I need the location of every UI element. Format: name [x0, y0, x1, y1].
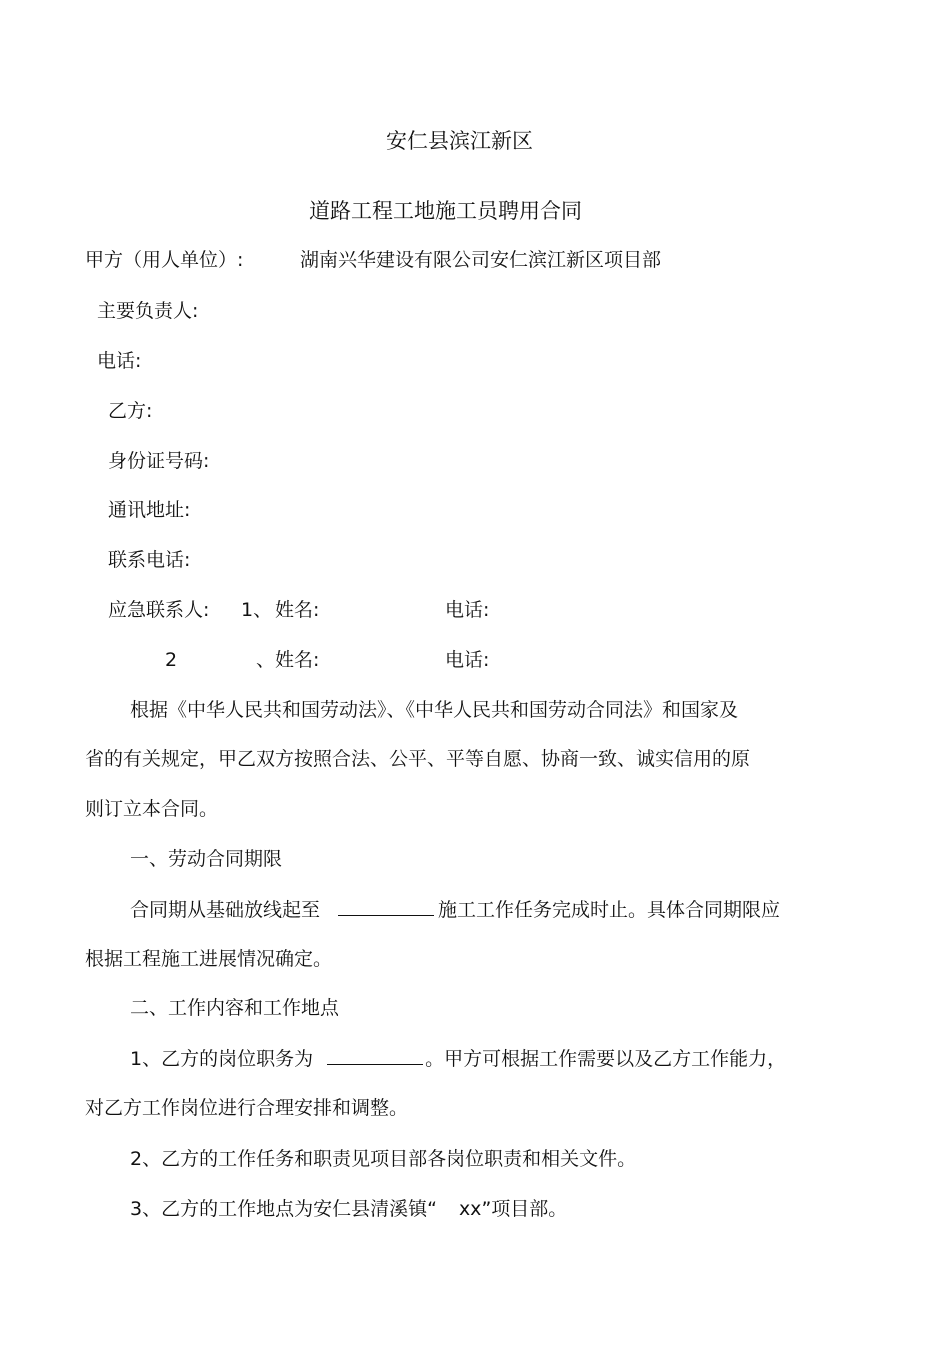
section-2-item-3: 3、乙方的工作地点为安仁县清溪镇“ xx”项目部。: [130, 1198, 568, 1220]
section-2-item-1-line-2: 对乙方工作岗位进行合理安排和调整。: [85, 1097, 409, 1119]
emergency-1-name-label: 姓名:: [275, 599, 320, 621]
party-a-label: 甲方（用人单位）:: [85, 249, 244, 271]
preamble-line-3: 则订立本合同。: [85, 798, 219, 820]
section-1-paragraph-line-1: 合同期从基础放线起至 施工工作任务完成时止。具体合同期限应: [130, 896, 780, 922]
section-2-heading: 二、工作内容和工作地点: [130, 997, 340, 1019]
title-line-2: 道路工程工地施工员聘用合同: [309, 199, 582, 223]
emergency-1-phone-label: 电话:: [445, 599, 490, 621]
party-a-value: 湖南兴华建设有限公司安仁滨江新区项目部: [300, 249, 662, 271]
party-b-id-label: 身份证号码:: [108, 450, 210, 472]
party-a-manager-label: 主要负责人:: [97, 300, 199, 322]
position-blank-underline: [327, 1045, 423, 1065]
party-b-phone-label: 联系电话:: [108, 549, 191, 571]
title-line-1: 安仁县滨江新区: [386, 129, 533, 153]
section-2-item-1-line-1: 1、乙方的岗位职务为 。甲方可根据工作需要以及乙方工作能力，: [130, 1045, 786, 1071]
party-a-phone-label: 电话:: [97, 350, 142, 372]
emergency-1-index: 1、: [241, 599, 273, 621]
emergency-2-sep: 、: [256, 649, 276, 671]
section-1-paragraph-line-2: 根据工程施工进展情况确定。: [85, 948, 333, 970]
party-b-address-label: 通讯地址:: [108, 499, 191, 521]
section-2-item-2: 2、乙方的工作任务和职责见项目部各岗位职责和相关文件。: [130, 1148, 637, 1170]
emergency-2-index: 2: [165, 649, 178, 671]
emergency-contact-label: 应急联系人:: [108, 599, 210, 621]
term-blank-underline: [338, 896, 434, 916]
preamble-line-1: 根据《中华人民共和国劳动法》、《中华人民共和国劳动合同法》和国家及: [130, 699, 739, 721]
emergency-2-phone-label: 电话:: [445, 649, 490, 671]
party-b-label: 乙方:: [108, 400, 153, 422]
section-1-heading: 一、劳动合同期限: [130, 848, 283, 870]
preamble-line-2: 省的有关规定，甲乙双方按照合法、公平、平等自愿、协商一致、诚实信用的原: [85, 748, 751, 770]
emergency-2-name-label: 姓名:: [275, 649, 320, 671]
